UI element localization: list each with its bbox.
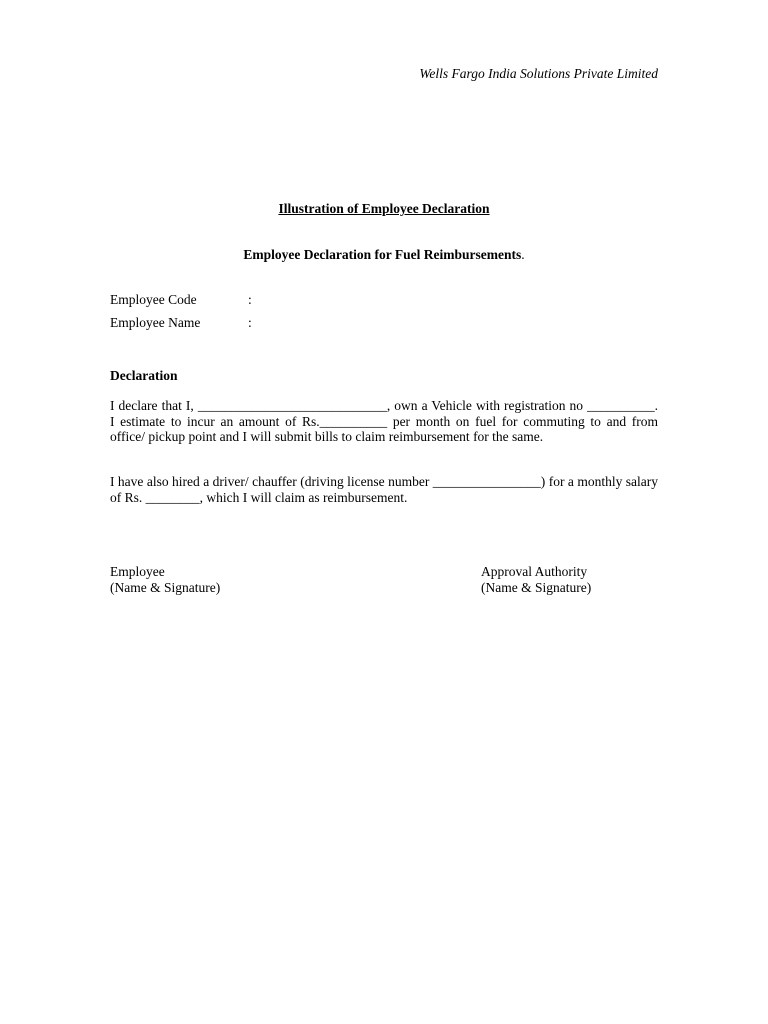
employee-name-colon: : [248,315,252,330]
declaration-paragraph-driver: I have also hired a driver/ chauffer (driving license number ________________) for a monthly salary of Rs. ________, which I will claim as reimbursement. [110,474,658,505]
subtitle-text: Employee Declaration for Fuel Reimbursements [243,247,522,262]
declaration-heading: Declaration [110,368,178,383]
authority-signature-sub: (Name & Signature) [481,579,592,595]
document-title: Illustration of Employee Declaration [278,201,490,216]
authority-signature-label: Approval Authority [481,564,588,579]
subtitle-period: . [521,247,525,262]
employee-signature-block [110,564,220,595]
employee-code-label: Employee Code [110,292,197,307]
company-header: Wells Fargo India Solutions Private Limited [419,66,658,81]
employee-signature-label: Employee [110,564,165,579]
document-subtitle [0,247,768,263]
employee-name-label: Employee Name [110,315,201,330]
employee-code-colon: : [248,292,252,307]
declaration-paragraph-vehicle: I declare that I, ____________________________, own a Vehicle with registration no __________. I estimate to incur an amount of Rs.__________ per month on fuel for commuting to and from office/ pickup point and I will submit bills to claim reimbursement for the same. [110,398,658,444]
employee-name-row [110,315,252,331]
employee-signature-sub: (Name & Signature) [110,579,221,595]
authority-signature-block [481,564,591,595]
employee-code-row [110,292,252,308]
